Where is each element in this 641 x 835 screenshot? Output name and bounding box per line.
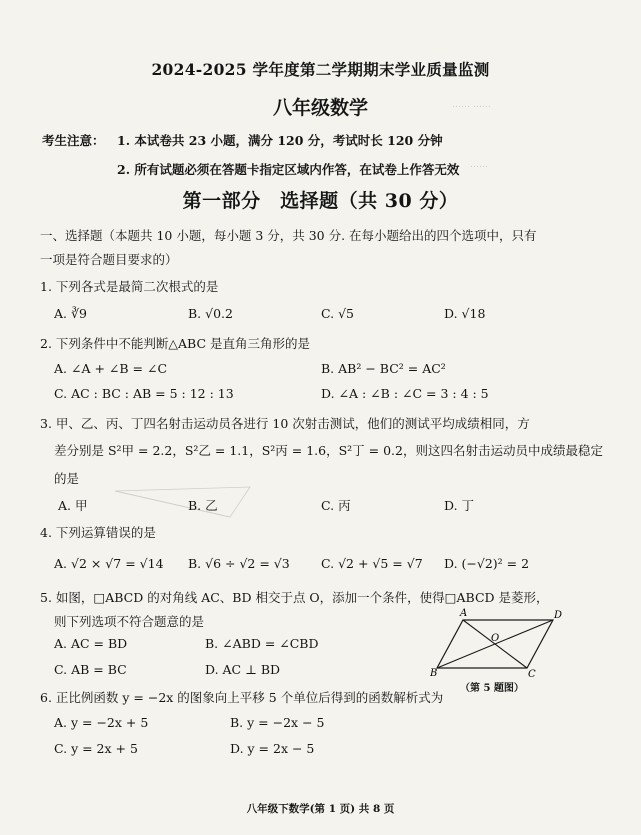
q5-option-c: C. AB = BC <box>54 662 127 677</box>
q1-option-a: A. ∛9 <box>54 306 87 321</box>
question-5-stem-cont: 则下列选项不符合题意的是 <box>54 614 205 629</box>
q6-option-b: B. y = −2x − 5 <box>230 715 325 730</box>
vertex-label-b: B <box>430 668 438 678</box>
q4-option-d: D. (−√2)² = 2 <box>444 556 530 571</box>
vertex-label-c: C <box>528 669 536 678</box>
figure-caption: （第 5 题图） <box>460 683 524 694</box>
q3-option-d: D. 丁 <box>444 498 475 513</box>
question-6-stem: 6. 正比例函数 y = −2x 的图象向上平移 5 个单位后得到的函数解析式为 <box>40 690 444 705</box>
q3-option-a: A. 甲 <box>58 498 88 513</box>
section-instruction: 一、选择题（本题共 10 小题，每小题 3 分，共 30 分. 在每小题给出的四个选项中，只有 <box>40 228 537 243</box>
question-3-stem: 3. 甲、乙、丙、丁四名射击运动员各进行 10 次射击测试，他们的测试平均成绩相同，方 <box>40 416 530 431</box>
q5-option-a: A. AC = BD <box>54 636 128 651</box>
q5-option-d: D. AC ⊥ BD <box>205 662 281 677</box>
q1-option-d: D. √18 <box>444 306 486 321</box>
q4-option-b: B. √6 ÷ √2 = √3 <box>188 556 290 571</box>
question-4-stem: 4. 下列运算错误的是 <box>40 525 156 540</box>
note-1: 1. 本试卷共 23 小题，满分 120 分，考试时长 120 分钟 <box>117 133 443 148</box>
subject-title: 八年级数学 <box>272 97 368 119</box>
q1-option-c: C. √5 <box>321 306 354 321</box>
q3-option-c: C. 丙 <box>321 498 351 513</box>
vertex-label-d: D <box>554 610 563 621</box>
q6-option-c: C. y = 2x + 5 <box>54 741 138 756</box>
q6-option-d: D. y = 2x − 5 <box>230 741 315 756</box>
bleed-through-text: …… <box>470 160 488 170</box>
diagonal-bd <box>437 620 553 668</box>
note-2: 2. 所有试题必须在答题卡指定区域内作答，在试卷上作答无效 <box>117 162 460 177</box>
q2-option-b: B. AB² − BC² = AC² <box>321 361 446 376</box>
q2-option-c: C. AC : BC : AB = 5 : 12 : 13 <box>54 386 234 401</box>
question-5-stem: 5. 如图，□ABCD 的对角线 AC、BD 相交于点 O，添加一个条件，使得□ABCD 是菱形， <box>40 590 549 605</box>
exam-title: 2024-2025 学年度第二学期期末学业质量监测 <box>151 60 490 79</box>
q6-option-a: A. y = −2x + 5 <box>54 715 149 730</box>
section-instruction-cont: 一项是符合题目要求的） <box>40 252 178 267</box>
q2-option-a: A. ∠A + ∠B = ∠C <box>54 361 168 376</box>
question-2-stem: 2. 下列条件中不能判断△ABC 是直角三角形的是 <box>40 336 310 351</box>
bleed-through-figure <box>110 483 260 523</box>
center-label-o: O <box>491 633 500 644</box>
q3-option-b: B. 乙 <box>188 498 218 513</box>
parallelogram-figure <box>430 606 570 678</box>
question-1-stem: 1. 下列各式是最简二次根式的是 <box>40 279 219 294</box>
page-footer: 八年级下数学(第 1 页) 共 8 页 <box>246 803 395 815</box>
notes-label: 考生注意： <box>42 133 105 148</box>
q2-option-d: D. ∠A : ∠B : ∠C = 3 : 4 : 5 <box>321 386 489 401</box>
part-title: 第一部分 选择题（共 30 分） <box>182 190 459 212</box>
question-3-stem-cont: 差分别是 S²甲 = 2.2，S²乙 = 1.1，S²丙 = 1.6，S²丁 = 0.2，则这四名射击运动员中成绩最稳定 <box>54 443 603 458</box>
q4-option-c: C. √2 + √5 = √7 <box>321 556 423 571</box>
bleed-through-text: …… …… <box>452 100 491 110</box>
q5-option-b: B. ∠ABD = ∠CBD <box>205 636 319 651</box>
q1-option-b: B. √0.2 <box>188 306 233 321</box>
question-3-stem-end: 的是 <box>54 471 80 486</box>
q4-option-a: A. √2 × √7 = √14 <box>54 556 164 571</box>
vertex-label-a: A <box>460 608 468 619</box>
